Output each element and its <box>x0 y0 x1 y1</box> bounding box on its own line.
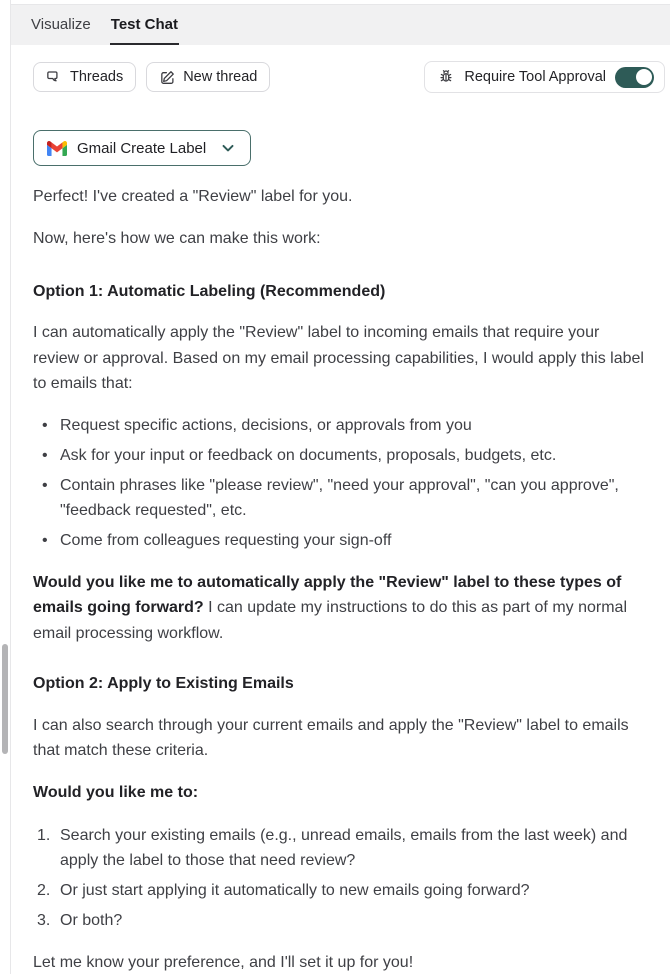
chevron-down-icon <box>219 139 237 157</box>
closing-paragraph: Let me know your preference, and I'll set it up for you! <box>33 950 645 975</box>
require-tool-approval-label: Require Tool Approval <box>464 69 606 85</box>
option1-body: I can automatically apply the "Review" label to incoming emails that require your review or approval. Based on my email processing capabilities, I would apply this label to emails that: <box>33 320 645 397</box>
tool-call-name: Gmail Create Label <box>77 140 206 157</box>
chat-bubbles-icon <box>46 69 63 86</box>
message-paragraph: Now, here's how we can make this work: <box>33 226 645 252</box>
option1-bullet-list <box>33 413 645 554</box>
gmail-create-label-tool-call[interactable] <box>33 130 251 166</box>
require-tool-approval-control <box>424 61 665 93</box>
option2-prompt: Would you like me to: <box>33 780 645 806</box>
threads-button-label: Threads <box>70 69 123 85</box>
message-paragraph: Perfect! I've created a "Review" label for you. <box>33 184 645 210</box>
list-item: • Ask for your input or feedback on documents, proposals, budgets, etc. <box>33 443 645 469</box>
list-item: Or just start applying it automatically to new emails going forward? <box>33 878 645 904</box>
scrollbar-thumb[interactable] <box>2 644 8 754</box>
option1-question-bold: Would you like me to automatically apply the "Review" label to these types of emails going forward? <box>33 574 621 617</box>
left-scroll-rail <box>0 0 11 974</box>
new-thread-button-label: New thread <box>183 69 257 85</box>
require-tool-approval-toggle[interactable] <box>615 67 654 88</box>
option2-numbered-list <box>33 823 645 934</box>
bug-icon <box>437 68 455 86</box>
toggle-knob <box>636 69 652 85</box>
list-item: Or both? <box>33 908 645 934</box>
tab-bar <box>11 4 670 45</box>
chat-toolbar <box>33 61 665 93</box>
option2-body: I can also search through your current emails and apply the "Review" label to emails that match these criteria. <box>33 713 645 764</box>
option1-heading: Option 1: Automatic Labeling (Recommended) <box>33 279 645 305</box>
list-item: Search your existing emails (e.g., unread emails, emails from the last week) and apply the label to those that need review? <box>33 823 645 874</box>
threads-button[interactable] <box>33 62 136 92</box>
edit-pencil-square-icon <box>159 69 176 86</box>
tab-test-chat[interactable]: Test Chat <box>110 5 179 45</box>
tab-visualize[interactable]: Visualize <box>30 5 92 45</box>
gmail-logo-icon <box>47 141 67 156</box>
assistant-message <box>33 184 645 975</box>
list-item: • Request specific actions, decisions, or approvals from you <box>33 413 645 439</box>
option1-question <box>33 570 645 647</box>
option2-heading: Option 2: Apply to Existing Emails <box>33 671 645 697</box>
test-chat-panel <box>11 0 670 974</box>
list-item: • Contain phrases like "please review", "need your approval", "can you approve", "feedback requested", etc. <box>33 473 645 524</box>
new-thread-button[interactable] <box>146 62 270 92</box>
list-item: • Come from colleagues requesting your sign-off <box>33 528 645 554</box>
option1-question-rest: I can update my instructions to do this as part of my normal email processing workflow. <box>33 599 627 642</box>
